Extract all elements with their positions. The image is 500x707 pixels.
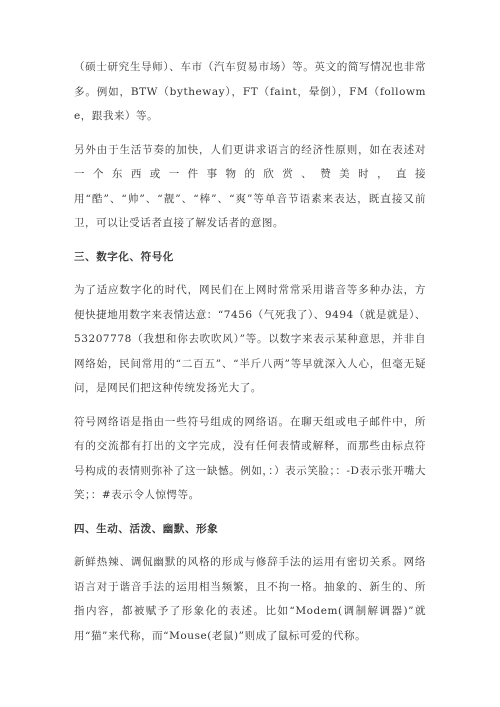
paragraph-economy-principle: 另外由于生活节奏的加快，人们更讲求语言的经济性原则，如在表述对一个东西或一件事物的欣赏、赞美时，直接用“酷”、“帅”、“靓”、“棒”、“爽”等单音节语素来表达，既直接又前卫，可以让受话者直接了解发话者的意图。 <box>74 143 426 229</box>
section-heading-vivid-humor: 四、生动、活泼、幽默、形象 <box>74 522 219 535</box>
paragraph-number-homophones: 为了适应数字化的时代，网民们在上网时常常采用谐音等多种办法，方便快捷地用数字来表情达意：“7456（气死我了）、9494（就是就是）、53207778（我想和你去吹吹风）”等。以数字来表示某种意思，并非自网络始，民间常用的“二百五”、“半斤八两”等早就深入人心，但毫无疑问，是网民们把这种传统发扬光大了。 <box>74 284 426 394</box>
document-body <box>74 55 426 648</box>
paragraph-rhetoric: 新鲜热辣、调侃幽默的风格的形成与修辞手法的运用有密切关系。网络语言对于谐音手法的运用相当频繁，且不拘一格。抽象的、新生的、所指内容，都被赋予了形象化的表述。比如“Modem(调制解调器)”就用“猫”来代称，而“Mouse(老鼠)”则成了鼠标可爱的代称。 <box>74 556 426 642</box>
paragraph-abbreviations: （硕士研究生导师）、车市（汽车贸易市场）等。英文的简写情况也非常多。例如，BTW（bytheway），FT（faint，晕倒），FM（followme，跟我来）等。 <box>74 61 426 122</box>
section-heading-digitization: 三、数字化、符号化 <box>74 250 174 263</box>
paragraph-symbol-language: 符号网络语是指由一些符号组成的网络语。在聊天组或电子邮件中，所有的交流都有打出的文字完成，没有任何表情或解释，而那些由标点符号构成的表情则弥补了这一缺憾。例如，：）表示笑脸；：-D表示张开嘴大笑；：#表示令人惊愕等。 <box>74 415 426 501</box>
